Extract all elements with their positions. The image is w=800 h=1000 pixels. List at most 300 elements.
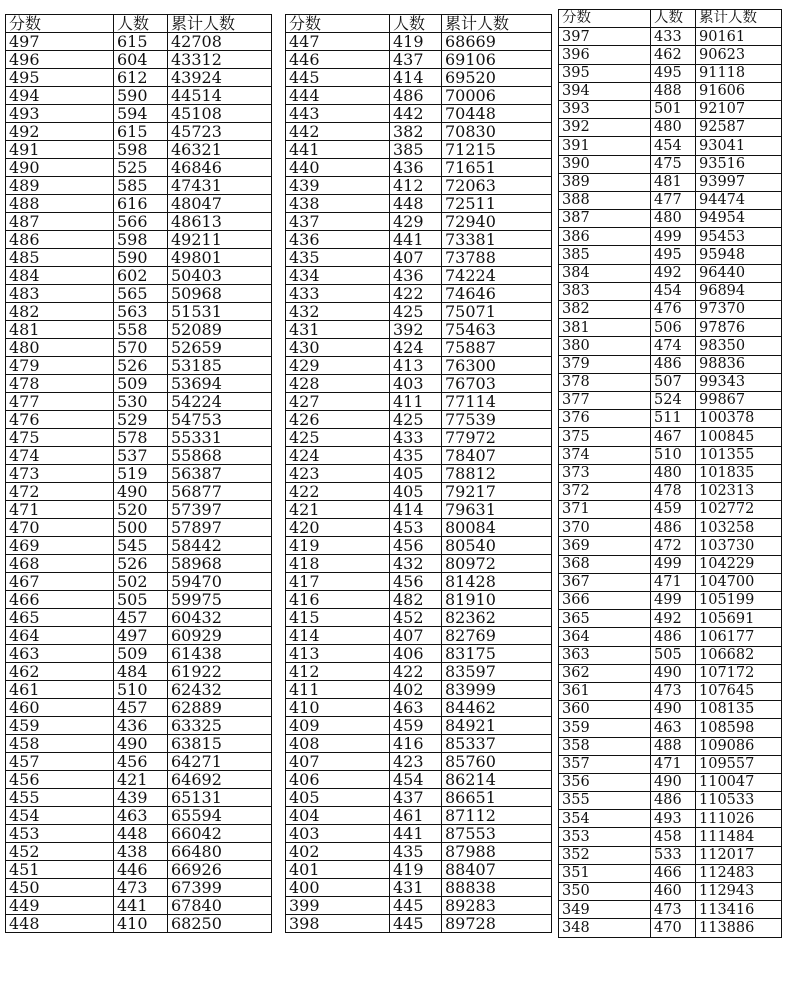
cell-count: 459 <box>651 501 696 519</box>
cell-count: 566 <box>114 213 168 231</box>
table-row <box>286 393 552 411</box>
table-row <box>286 501 552 519</box>
cell-count: 441 <box>390 231 442 249</box>
cell-count: 435 <box>390 843 442 861</box>
table-row <box>286 285 552 303</box>
table-row <box>6 591 272 609</box>
table-row <box>6 843 272 861</box>
score-table-1 <box>5 14 272 933</box>
cell-count: 495 <box>651 64 696 82</box>
cell-count: 511 <box>651 410 696 428</box>
cell-score: 435 <box>286 249 390 267</box>
cell-cumulative: 64271 <box>168 753 272 771</box>
cell-cumulative: 83999 <box>442 681 552 699</box>
cell-count: 482 <box>390 591 442 609</box>
cell-cumulative: 57897 <box>168 519 272 537</box>
cell-count: 437 <box>390 789 442 807</box>
cell-count: 425 <box>390 303 442 321</box>
cell-count: 410 <box>114 915 168 933</box>
cell-score: 457 <box>6 753 114 771</box>
cell-count: 445 <box>390 915 442 933</box>
cell-score: 397 <box>559 28 651 46</box>
cell-count: 414 <box>390 69 442 87</box>
cell-score: 428 <box>286 375 390 393</box>
table-row <box>286 861 552 879</box>
table-row <box>6 501 272 519</box>
table-row <box>559 646 782 664</box>
table-row <box>559 246 782 264</box>
cell-cumulative: 49211 <box>168 231 272 249</box>
cell-score: 496 <box>6 51 114 69</box>
cell-count: 470 <box>651 919 696 937</box>
cell-cumulative: 72063 <box>442 177 552 195</box>
table-row <box>286 177 552 195</box>
cell-count: 436 <box>390 159 442 177</box>
table-row <box>559 919 782 937</box>
cell-count: 461 <box>390 807 442 825</box>
cell-count: 594 <box>114 105 168 123</box>
table-row <box>559 901 782 919</box>
cell-score: 474 <box>6 447 114 465</box>
table-row <box>559 482 782 500</box>
table-row <box>559 391 782 409</box>
table-row <box>286 267 552 285</box>
table-row <box>286 735 552 753</box>
cell-score: 379 <box>559 355 651 373</box>
table-row <box>559 337 782 355</box>
cell-score: 395 <box>559 64 651 82</box>
cell-cumulative: 101355 <box>696 446 782 464</box>
cell-count: 419 <box>390 861 442 879</box>
cell-cumulative: 88838 <box>442 879 552 897</box>
cell-score: 429 <box>286 357 390 375</box>
cell-score: 413 <box>286 645 390 663</box>
table-row <box>6 123 272 141</box>
cell-count: 578 <box>114 429 168 447</box>
table-row <box>6 447 272 465</box>
cell-score: 364 <box>559 628 651 646</box>
table-row <box>286 555 552 573</box>
cell-cumulative: 111026 <box>696 810 782 828</box>
cell-count: 452 <box>390 609 442 627</box>
table-row <box>286 915 552 933</box>
cell-cumulative: 112483 <box>696 864 782 882</box>
cell-score: 410 <box>286 699 390 717</box>
cell-cumulative: 83597 <box>442 663 552 681</box>
cell-cumulative: 63815 <box>168 735 272 753</box>
table-row <box>6 177 272 195</box>
cell-score: 366 <box>559 592 651 610</box>
cell-cumulative: 105691 <box>696 610 782 628</box>
cell-count: 439 <box>114 789 168 807</box>
cell-score: 494 <box>6 87 114 105</box>
cell-count: 454 <box>390 771 442 789</box>
cell-cumulative: 111484 <box>696 828 782 846</box>
cell-cumulative: 93997 <box>696 173 782 191</box>
cell-cumulative: 42708 <box>168 33 272 51</box>
cell-cumulative: 113886 <box>696 919 782 937</box>
table-row <box>6 303 272 321</box>
cell-score: 438 <box>286 195 390 213</box>
cell-score: 412 <box>286 663 390 681</box>
cell-count: 558 <box>114 321 168 339</box>
table-row <box>286 375 552 393</box>
cell-cumulative: 50968 <box>168 285 272 303</box>
cell-cumulative: 45108 <box>168 105 272 123</box>
table-row <box>6 393 272 411</box>
cell-score: 444 <box>286 87 390 105</box>
cell-score: 430 <box>286 339 390 357</box>
cell-cumulative: 106682 <box>696 646 782 664</box>
cell-score: 356 <box>559 773 651 791</box>
cell-cumulative: 67840 <box>168 897 272 915</box>
table-row <box>6 735 272 753</box>
cell-count: 509 <box>114 645 168 663</box>
table-row <box>286 645 552 663</box>
cell-count: 436 <box>114 717 168 735</box>
cell-cumulative: 105199 <box>696 592 782 610</box>
cell-cumulative: 110533 <box>696 792 782 810</box>
cell-count: 480 <box>651 210 696 228</box>
table-row <box>6 231 272 249</box>
cell-count: 411 <box>390 393 442 411</box>
cell-cumulative: 52089 <box>168 321 272 339</box>
cell-count: 507 <box>651 373 696 391</box>
table-row <box>559 810 782 828</box>
cell-score: 449 <box>6 897 114 915</box>
cell-score: 480 <box>6 339 114 357</box>
table-row <box>559 28 782 46</box>
table-row <box>559 737 782 755</box>
cell-cumulative: 72940 <box>442 213 552 231</box>
cell-count: 490 <box>651 701 696 719</box>
cell-cumulative: 94954 <box>696 210 782 228</box>
cell-cumulative: 81910 <box>442 591 552 609</box>
cell-score: 419 <box>286 537 390 555</box>
table-row <box>6 789 272 807</box>
cell-cumulative: 109086 <box>696 737 782 755</box>
cell-cumulative: 108135 <box>696 701 782 719</box>
cell-score: 394 <box>559 82 651 100</box>
cell-cumulative: 104700 <box>696 573 782 591</box>
table-row <box>559 828 782 846</box>
cell-score: 484 <box>6 267 114 285</box>
cell-cumulative: 100845 <box>696 428 782 446</box>
cell-score: 385 <box>559 246 651 264</box>
cell-cumulative: 98350 <box>696 337 782 355</box>
cell-score: 433 <box>286 285 390 303</box>
cell-cumulative: 78407 <box>442 447 552 465</box>
cell-score: 361 <box>559 682 651 700</box>
cell-cumulative: 87112 <box>442 807 552 825</box>
table-row <box>6 771 272 789</box>
cell-cumulative: 58442 <box>168 537 272 555</box>
cell-score: 497 <box>6 33 114 51</box>
table-row <box>559 355 782 373</box>
cell-cumulative: 65131 <box>168 789 272 807</box>
cell-score: 442 <box>286 123 390 141</box>
table-row <box>286 609 552 627</box>
cell-cumulative: 84921 <box>442 717 552 735</box>
cell-score: 455 <box>6 789 114 807</box>
table-row <box>286 807 552 825</box>
cell-count: 475 <box>651 155 696 173</box>
cell-count: 454 <box>651 282 696 300</box>
score-table-2 <box>285 14 552 933</box>
cell-cumulative: 46321 <box>168 141 272 159</box>
cell-count: 460 <box>651 883 696 901</box>
cell-cumulative: 113416 <box>696 901 782 919</box>
cell-count: 490 <box>651 664 696 682</box>
cell-count: 437 <box>390 51 442 69</box>
header-cumulative: 累计人数 <box>442 15 552 33</box>
cell-score: 452 <box>6 843 114 861</box>
table-row <box>286 33 552 51</box>
cell-count: 422 <box>390 285 442 303</box>
cell-cumulative: 67399 <box>168 879 272 897</box>
cell-count: 488 <box>651 82 696 100</box>
cell-cumulative: 44514 <box>168 87 272 105</box>
cell-count: 500 <box>114 519 168 537</box>
table-row <box>286 789 552 807</box>
cell-count: 463 <box>114 807 168 825</box>
cell-cumulative: 85337 <box>442 735 552 753</box>
cell-count: 492 <box>651 264 696 282</box>
cell-score: 458 <box>6 735 114 753</box>
cell-cumulative: 80540 <box>442 537 552 555</box>
cell-count: 446 <box>114 861 168 879</box>
cell-score: 406 <box>286 771 390 789</box>
cell-cumulative: 101835 <box>696 464 782 482</box>
cell-count: 590 <box>114 249 168 267</box>
cell-cumulative: 66926 <box>168 861 272 879</box>
table-row <box>286 51 552 69</box>
table-body <box>6 33 272 933</box>
cell-count: 598 <box>114 231 168 249</box>
cell-score: 384 <box>559 264 651 282</box>
table-row <box>286 771 552 789</box>
table-row <box>286 447 552 465</box>
cell-score: 446 <box>286 51 390 69</box>
cell-count: 524 <box>651 391 696 409</box>
cell-cumulative: 98836 <box>696 355 782 373</box>
cell-count: 471 <box>651 573 696 591</box>
table-row <box>559 173 782 191</box>
cell-score: 437 <box>286 213 390 231</box>
cell-count: 474 <box>651 337 696 355</box>
table-row <box>559 319 782 337</box>
table-row <box>559 555 782 573</box>
header-score: 分数 <box>6 15 114 33</box>
table-row <box>559 592 782 610</box>
header-score: 分数 <box>559 10 651 28</box>
cell-cumulative: 103730 <box>696 537 782 555</box>
cell-count: 433 <box>390 429 442 447</box>
cell-score: 358 <box>559 737 651 755</box>
cell-cumulative: 99343 <box>696 373 782 391</box>
table-row <box>6 357 272 375</box>
cell-count: 473 <box>114 879 168 897</box>
cell-cumulative: 66042 <box>168 825 272 843</box>
table-row <box>6 267 272 285</box>
table-row <box>559 100 782 118</box>
cell-score: 418 <box>286 555 390 573</box>
cell-cumulative: 96894 <box>696 282 782 300</box>
table-row <box>559 301 782 319</box>
table-row <box>286 699 552 717</box>
cell-score: 481 <box>6 321 114 339</box>
table-row <box>286 573 552 591</box>
cell-score: 387 <box>559 210 651 228</box>
table-row <box>6 159 272 177</box>
cell-count: 480 <box>651 119 696 137</box>
cell-cumulative: 74646 <box>442 285 552 303</box>
score-table-3 <box>558 9 782 938</box>
cell-cumulative: 43924 <box>168 69 272 87</box>
cell-cumulative: 66480 <box>168 843 272 861</box>
cell-cumulative: 64692 <box>168 771 272 789</box>
cell-cumulative: 76703 <box>442 375 552 393</box>
cell-cumulative: 62889 <box>168 699 272 717</box>
table-row <box>559 519 782 537</box>
cell-score: 357 <box>559 755 651 773</box>
cell-cumulative: 43312 <box>168 51 272 69</box>
table-row <box>559 373 782 391</box>
cell-count: 456 <box>390 573 442 591</box>
cell-score: 402 <box>286 843 390 861</box>
table-row <box>559 773 782 791</box>
cell-score: 448 <box>6 915 114 933</box>
cell-score: 407 <box>286 753 390 771</box>
cell-cumulative: 49801 <box>168 249 272 267</box>
table-row <box>6 555 272 573</box>
table-row <box>286 303 552 321</box>
cell-score: 416 <box>286 591 390 609</box>
cell-score: 422 <box>286 483 390 501</box>
cell-count: 530 <box>114 393 168 411</box>
cell-cumulative: 70448 <box>442 105 552 123</box>
table-row <box>286 123 552 141</box>
cell-cumulative: 79631 <box>442 501 552 519</box>
table-row <box>559 883 782 901</box>
cell-cumulative: 102772 <box>696 501 782 519</box>
cell-cumulative: 95948 <box>696 246 782 264</box>
table-row <box>286 843 552 861</box>
cell-score: 460 <box>6 699 114 717</box>
cell-score: 421 <box>286 501 390 519</box>
cell-score: 488 <box>6 195 114 213</box>
table-row <box>6 645 272 663</box>
cell-count: 533 <box>651 846 696 864</box>
cell-cumulative: 58968 <box>168 555 272 573</box>
cell-score: 423 <box>286 465 390 483</box>
table-row <box>6 429 272 447</box>
cell-count: 615 <box>114 33 168 51</box>
cell-score: 350 <box>559 883 651 901</box>
cell-cumulative: 96440 <box>696 264 782 282</box>
cell-cumulative: 81428 <box>442 573 552 591</box>
cell-score: 431 <box>286 321 390 339</box>
header-cumulative: 累计人数 <box>696 10 782 28</box>
cell-score: 380 <box>559 337 651 355</box>
cell-cumulative: 50403 <box>168 267 272 285</box>
cell-score: 360 <box>559 701 651 719</box>
cell-cumulative: 85760 <box>442 753 552 771</box>
cell-cumulative: 103258 <box>696 519 782 537</box>
cell-count: 529 <box>114 411 168 429</box>
table-row <box>559 537 782 555</box>
table-row <box>6 87 272 105</box>
table-row <box>6 375 272 393</box>
cell-count: 598 <box>114 141 168 159</box>
cell-count: 458 <box>651 828 696 846</box>
cell-score: 491 <box>6 141 114 159</box>
cell-count: 477 <box>651 191 696 209</box>
cell-cumulative: 99867 <box>696 391 782 409</box>
cell-count: 382 <box>390 123 442 141</box>
cell-score: 447 <box>286 33 390 51</box>
cell-count: 463 <box>390 699 442 717</box>
cell-count: 435 <box>390 447 442 465</box>
cell-count: 604 <box>114 51 168 69</box>
cell-score: 477 <box>6 393 114 411</box>
table-row <box>6 861 272 879</box>
table-body <box>559 28 782 937</box>
cell-count: 442 <box>390 105 442 123</box>
cell-score: 470 <box>6 519 114 537</box>
cell-count: 490 <box>114 483 168 501</box>
cell-cumulative: 68250 <box>168 915 272 933</box>
cell-cumulative: 72511 <box>442 195 552 213</box>
cell-score: 400 <box>286 879 390 897</box>
cell-count: 473 <box>651 682 696 700</box>
cell-cumulative: 87988 <box>442 843 552 861</box>
cell-cumulative: 92587 <box>696 119 782 137</box>
cell-cumulative: 73788 <box>442 249 552 267</box>
table-row <box>286 879 552 897</box>
table-row <box>559 410 782 428</box>
table-row <box>6 879 272 897</box>
cell-score: 392 <box>559 119 651 137</box>
table-row <box>286 519 552 537</box>
cell-count: 537 <box>114 447 168 465</box>
cell-score: 469 <box>6 537 114 555</box>
cell-score: 467 <box>6 573 114 591</box>
cell-cumulative: 60929 <box>168 627 272 645</box>
cell-cumulative: 93516 <box>696 155 782 173</box>
cell-score: 382 <box>559 301 651 319</box>
cell-cumulative: 55331 <box>168 429 272 447</box>
cell-score: 478 <box>6 375 114 393</box>
cell-score: 372 <box>559 482 651 500</box>
table-row <box>6 483 272 501</box>
table-row <box>6 411 272 429</box>
cell-score: 441 <box>286 141 390 159</box>
cell-count: 453 <box>390 519 442 537</box>
cell-count: 422 <box>390 663 442 681</box>
cell-count: 407 <box>390 627 442 645</box>
cell-count: 493 <box>651 810 696 828</box>
table-row <box>6 249 272 267</box>
table-row <box>6 807 272 825</box>
table-row <box>286 483 552 501</box>
table-row <box>559 428 782 446</box>
cell-score: 404 <box>286 807 390 825</box>
cell-count: 545 <box>114 537 168 555</box>
table-row <box>6 573 272 591</box>
cell-score: 373 <box>559 464 651 482</box>
cell-cumulative: 59470 <box>168 573 272 591</box>
